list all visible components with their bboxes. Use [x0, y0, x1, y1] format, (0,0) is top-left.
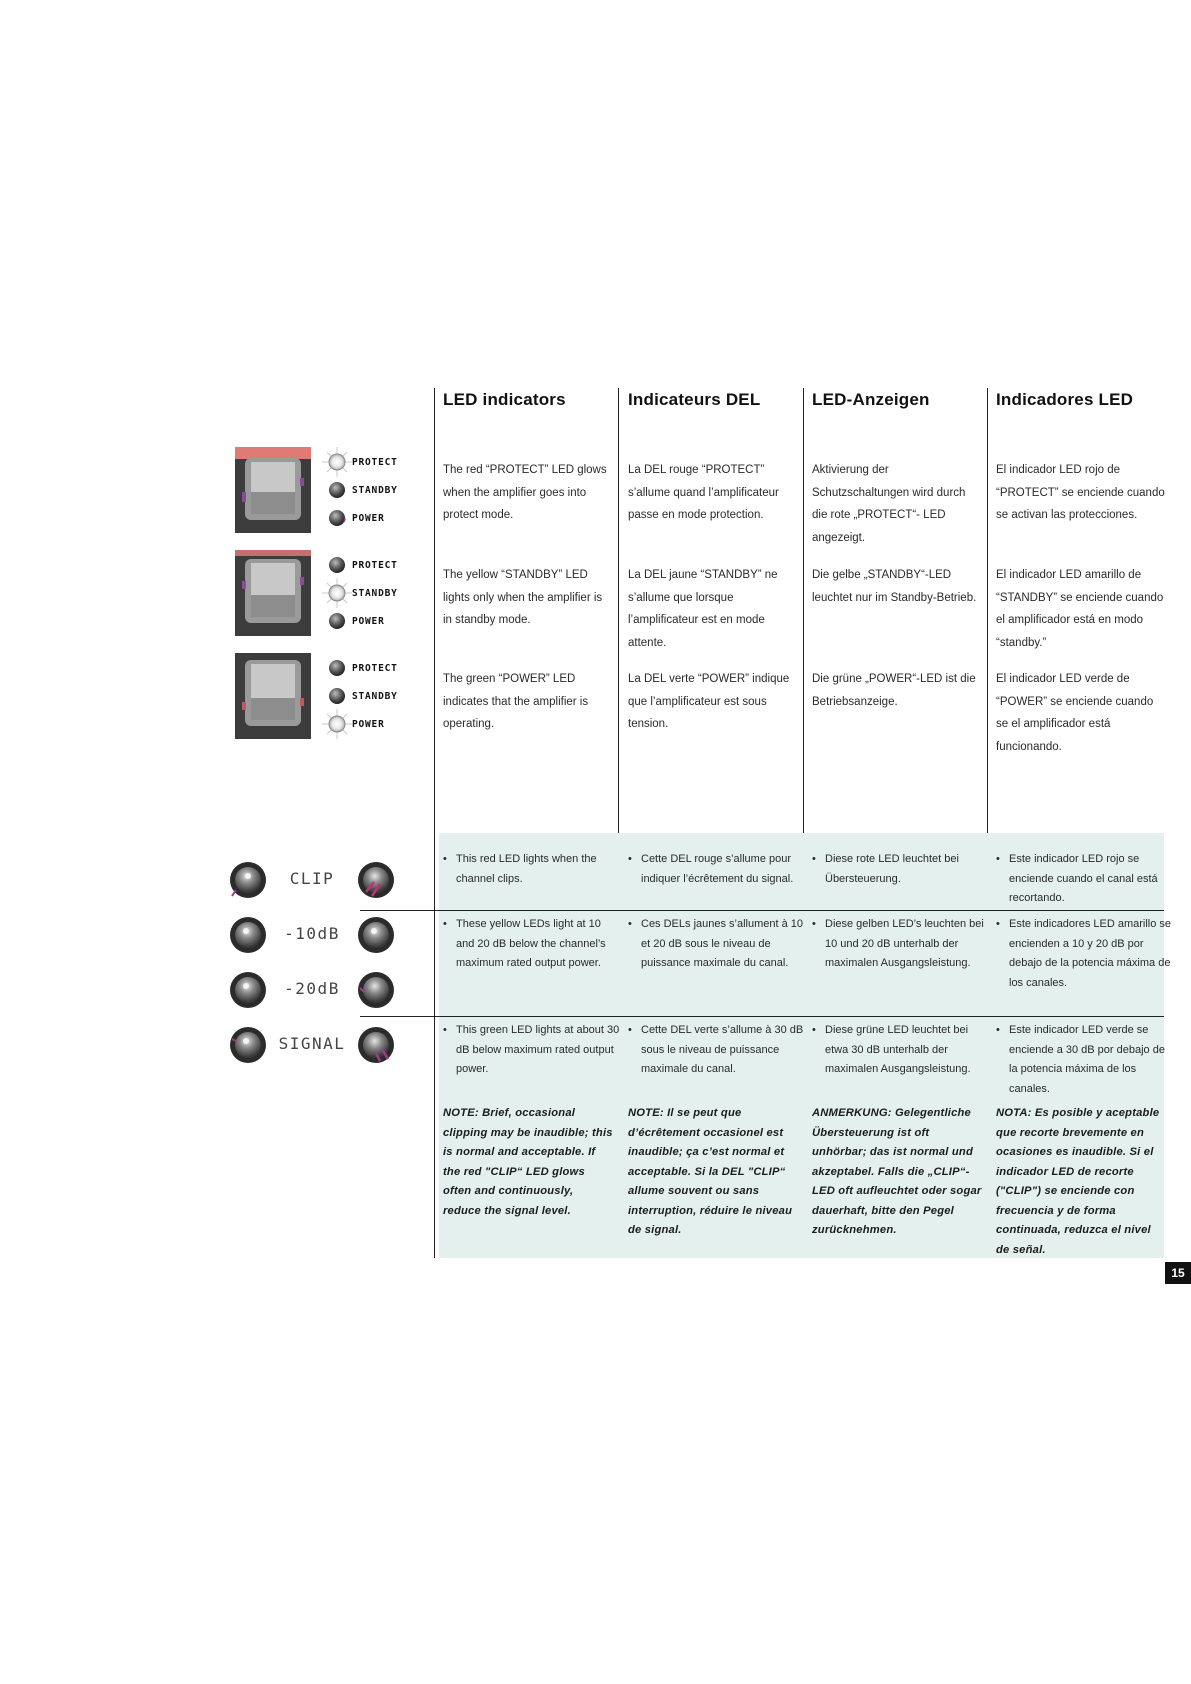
signal-led-off [230, 1027, 266, 1063]
signal-bullet-es: • Este indicador LED verde se enciende a 30 dB por debajo de la potencia máxima de los canales. [996, 1021, 1174, 1099]
meter-label-10db: -10dB [284, 924, 340, 943]
standby-desc-de: Die gelbe „STANDBY“-LED leuchtet nur im Standby-Betrieb. [812, 569, 977, 604]
note-de: ANMERKUNG: Gelegentliche Übersteuerung ist oft unhörbar; das ist normal und akzeptabel. Falls die „CLIP“-LED oft aufleuchtet oder sogar dauerhaft, bitte den Pegel zurücknehmen. [812, 1107, 982, 1236]
signal-bullet-fr: • Cette DEL verte s’allume à 30 dB sous le niveau de puissance maximale du canal. [628, 1021, 806, 1080]
levels-bullet-fr: • Ces DELs jaunes s’allument à 10 et 20 dB sous le niveau de puissance maximale du canal. [628, 915, 806, 974]
clip-bullet-de: • Diese rote LED leuchtet bei Übersteuerung. [812, 850, 990, 889]
led-label-standby-2: STANDBY [352, 588, 398, 599]
power-desc-es: El indicador LED verde de “POWER” se enciende cuando se el amplificador está funcionando. [996, 673, 1154, 753]
page-number: 15 [1165, 1262, 1191, 1284]
note-es: NOTA: Es posible y aceptable que recorte brevemente en ocasiones es inaudible. Si el indicador LED de recorte ("CLIP") se enciende con frecuencia y de forma continuada, reduzca el nivel de señal. [996, 1107, 1160, 1256]
divider-left [434, 388, 435, 1258]
led-label-standby-1: STANDBY [352, 485, 398, 496]
heading-english: LED indicators [443, 390, 566, 409]
heading-french: Indicateurs DEL [628, 390, 761, 409]
levels-bullet-es: • Este indicadores LED amarillo se encienden a 10 y 20 dB por debajo de la potencia máxima de los canales. [996, 915, 1174, 993]
standby-desc-fr: La DEL jaune “STANDBY” ne s’allume que lorsque l’amplificateur est en mode attente. [628, 569, 778, 649]
clip-bullet-es: • Este indicador LED rojo se enciende cuando el canal está recortando. [996, 850, 1174, 909]
led-label-power-1: POWER [352, 513, 385, 524]
protect-desc-fr: La DEL rouge “PROTECT” s’allume quand l’amplificateur passe en mode protection. [628, 464, 779, 521]
signal-bullet-en: • This green LED lights at about 30 dB below maximum rated output power. [443, 1021, 621, 1080]
protect-desc-es: El indicador LED rojo de “PROTECT” se enciende cuando se activan las protecciones. [996, 464, 1165, 521]
level10-led-on [358, 917, 394, 953]
led-label-standby-3: STANDBY [352, 691, 398, 702]
power-desc-en: The green “POWER” LED indicates that the amplifier is operating. [443, 673, 589, 730]
meter-label-signal: SIGNAL [278, 1034, 346, 1053]
level20-led-on [358, 972, 394, 1008]
separator-levels [360, 1016, 1164, 1017]
signal-led-on [358, 1027, 394, 1063]
heading-spanish: Indicadores LED [996, 390, 1134, 409]
meter-label-clip: CLIP [289, 869, 335, 888]
levels-bullet-en: • These yellow LEDs light at 10 and 20 dB below the channel’s maximum rated output power. [443, 915, 621, 974]
standby-desc-es: El indicador LED amarillo de “STANDBY” se enciende cuando el amplificador está en modo “standby.” [996, 569, 1164, 649]
protect-desc-de: Aktivierung der Schutzschaltungen wird durch die rote „PROTECT“- LED angezeigt. [812, 464, 966, 544]
levels-bullet-de: • Diese gelben LED’s leuchten bei 10 und 20 dB unterhalb der maximalen Ausgangsleistung. [812, 915, 990, 974]
separator-clip [360, 910, 1164, 911]
panel-standby [235, 550, 311, 636]
meter-label-20db: -20dB [284, 979, 340, 998]
divider-col-4 [987, 388, 988, 833]
leds-set-3 [322, 660, 352, 739]
clip-bullet-fr: • Cette DEL rouge s’allume pour indiquer l’écrêtement du signal. [628, 850, 806, 889]
signal-bullet-de: • Diese grüne LED leuchtet bei etwa 30 dB unterhalb der maximalen Ausgangsleistung. [812, 1021, 990, 1080]
panel-power [235, 653, 311, 739]
note-fr: NOTE: Il se peut que d’écrêtement occasionel est inaudible; ça c’est normal et acceptable. Si la DEL "CLIP“ allume souvent ou sans interruption, réduire le niveau de signal. [628, 1107, 793, 1236]
protect-desc-en: The red “PROTECT” LED glows when the amplifier goes into protect mode. [443, 464, 607, 521]
clip-led-off [230, 862, 266, 898]
power-desc-fr: La DEL verte “POWER” indique que l’amplificateur est sous tension. [628, 673, 790, 730]
panel-protect [235, 447, 311, 533]
clip-bullet-en: • This red LED lights when the channel clips. [443, 850, 621, 889]
power-desc-de: Die grüne „POWER“-LED ist die Betriebsanzeige. [812, 673, 976, 708]
led-label-protect-2: PROTECT [352, 560, 398, 571]
led-label-protect-1: PROTECT [352, 457, 398, 468]
leds-set-2 [322, 557, 352, 629]
level20-led-off [230, 972, 266, 1008]
clip-led-on [358, 862, 394, 898]
led-label-power-2: POWER [352, 616, 385, 627]
level10-led-off [230, 917, 266, 953]
divider-col-3 [803, 388, 804, 833]
heading-german: LED-Anzeigen [812, 390, 930, 409]
standby-desc-en: The yellow “STANDBY” LED lights only when the amplifier is in standby mode. [443, 569, 603, 626]
note-en: NOTE: Brief, occasional clipping may be inaudible; this is normal and acceptable. If the red "CLIP“ LED glows often and continuously, reduce the signal level. [443, 1107, 613, 1217]
divider-col-2 [618, 388, 619, 833]
leds-set-1 [322, 447, 352, 526]
led-label-protect-3: PROTECT [352, 663, 398, 674]
led-label-power-3: POWER [352, 719, 385, 730]
